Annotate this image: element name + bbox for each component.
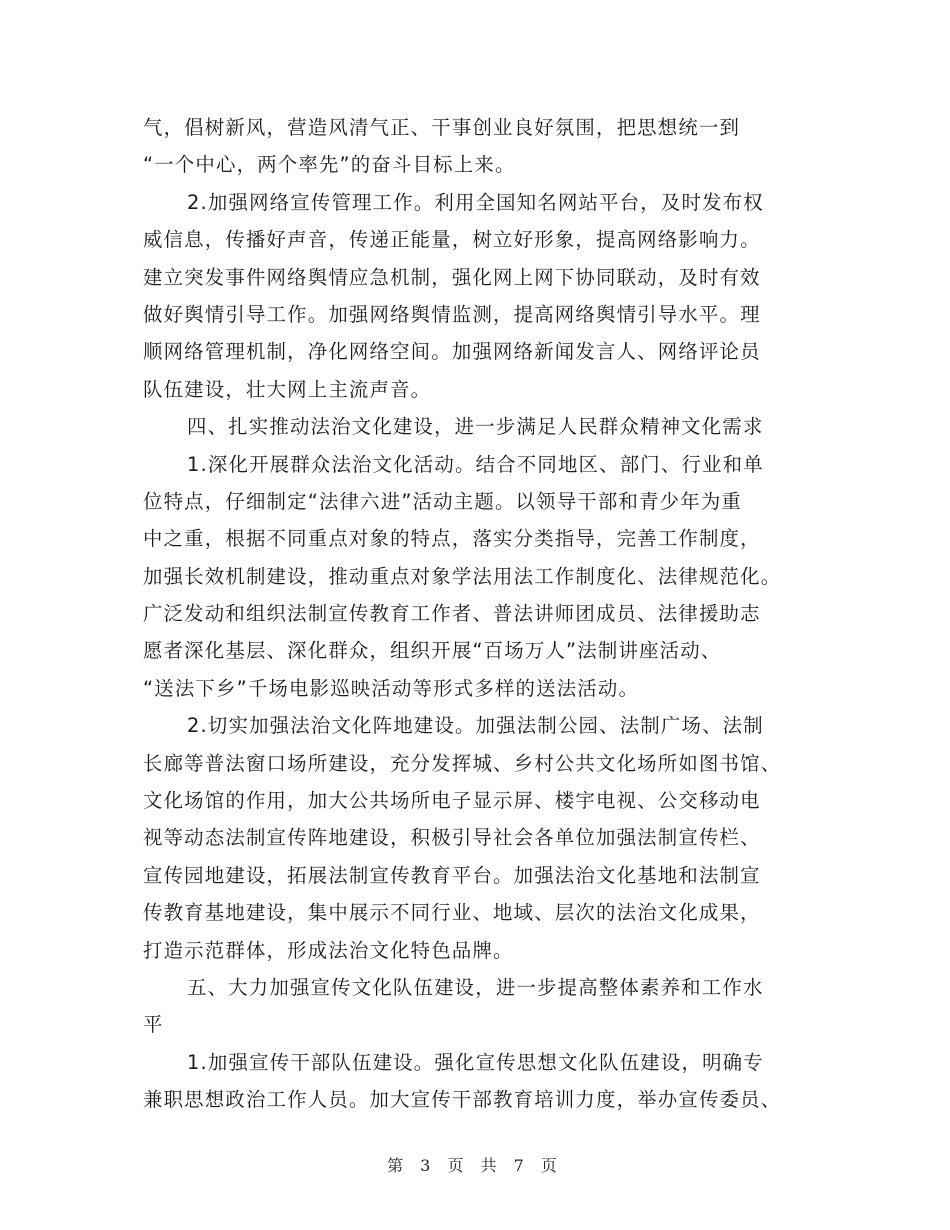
- text-line: “一个中心，两个率先”的奋斗目标上来。: [143, 153, 516, 177]
- text-line: 2.加强网络宣传管理工作。利用全国知名网站平台，及时发布权: [187, 190, 764, 214]
- text-line: 打造示范群体，形成法治文化特色品牌。: [143, 938, 514, 962]
- text-line: 五、大力加强宣传文化队伍建设，进一步提高整体素养和工作水: [187, 975, 764, 999]
- text-line: 建立突发事件网络舆情应急机制，强化网上网下协同联动，及时有效: [143, 265, 761, 289]
- text-line: 威信息，传播好声音，传递正能量，树立好形象，提高网络影响力。: [143, 228, 761, 252]
- text-line: 位特点，仔细制定“法律六进”活动主题。以领导干部和青少年为重: [143, 489, 743, 513]
- text-line: 传教育基地建设，集中展示不同行业、地域、层次的法治文化成果，: [143, 901, 761, 925]
- text-line: 气，倡树新风，营造风清气正、干事创业良好氛围，把思想统一到: [143, 116, 741, 139]
- body-text: [143, 109, 818, 1119]
- text-line: 宣传园地建设，拓展法制宣传教育平台。加强法治文化基地和法制宣: [143, 863, 761, 887]
- text-line: 兼职思想政治工作人员。加大宣传干部教育培训力度，举办宣传委员、: [143, 1088, 782, 1112]
- text-line: “送法下乡”千场电影巡映活动等形式多样的送法活动。: [143, 676, 640, 700]
- text-line: 四、扎实推动法治文化建设，进一步满足人民群众精神文化需求: [187, 415, 764, 439]
- text-line: 做好舆情引导工作。加强网络舆情监测，提高网络舆情引导水平。理: [143, 302, 761, 326]
- text-line: 1.加强宣传干部队伍建设。强化宣传思想文化队伍建设，明确专: [187, 1050, 764, 1074]
- text-line: 广泛发动和组织法制宣传教育工作者、普法讲师团成员、法律援助志: [143, 602, 761, 626]
- text-line: 加强长效机制建设，推动重点对象学法用法工作制度化、法律规范化。: [143, 564, 782, 588]
- text-line: 队伍建设，壮大网上主流声音。: [143, 377, 432, 401]
- text-line: 视等动态法制宣传阵地建设，积极引导社会各单位加强法制宣传栏、: [143, 826, 761, 850]
- text-line: 长廊等普法窗口场所建设，充分发挥城、乡村公共文化场所如图书馆、: [143, 751, 782, 775]
- text-line: 愿者深化基层、深化群众，组织开展“百场万人”法制讲座活动、: [143, 639, 722, 663]
- text-line: 文化场馆的作用，加大公共场所电子显示屏、楼宇电视、公交移动电: [143, 789, 761, 813]
- text-line: 顺网络管理机制，净化网络空间。加强网络新闻发言人、网络评论员: [143, 340, 761, 364]
- text-line: 平: [143, 1013, 164, 1037]
- text-line: 中之重，根据不同重点对象的特点，落实分类指导，完善工作制度，: [143, 527, 761, 551]
- text-line: 1.深化开展群众法治文化活动。结合不同地区、部门、行业和单: [187, 452, 764, 476]
- text-line: 2.切实加强法治文化阵地建设。加强法制公园、法制广场、法制: [187, 714, 764, 738]
- page-footer: 第 3 页 共 7 页: [387, 1156, 563, 1175]
